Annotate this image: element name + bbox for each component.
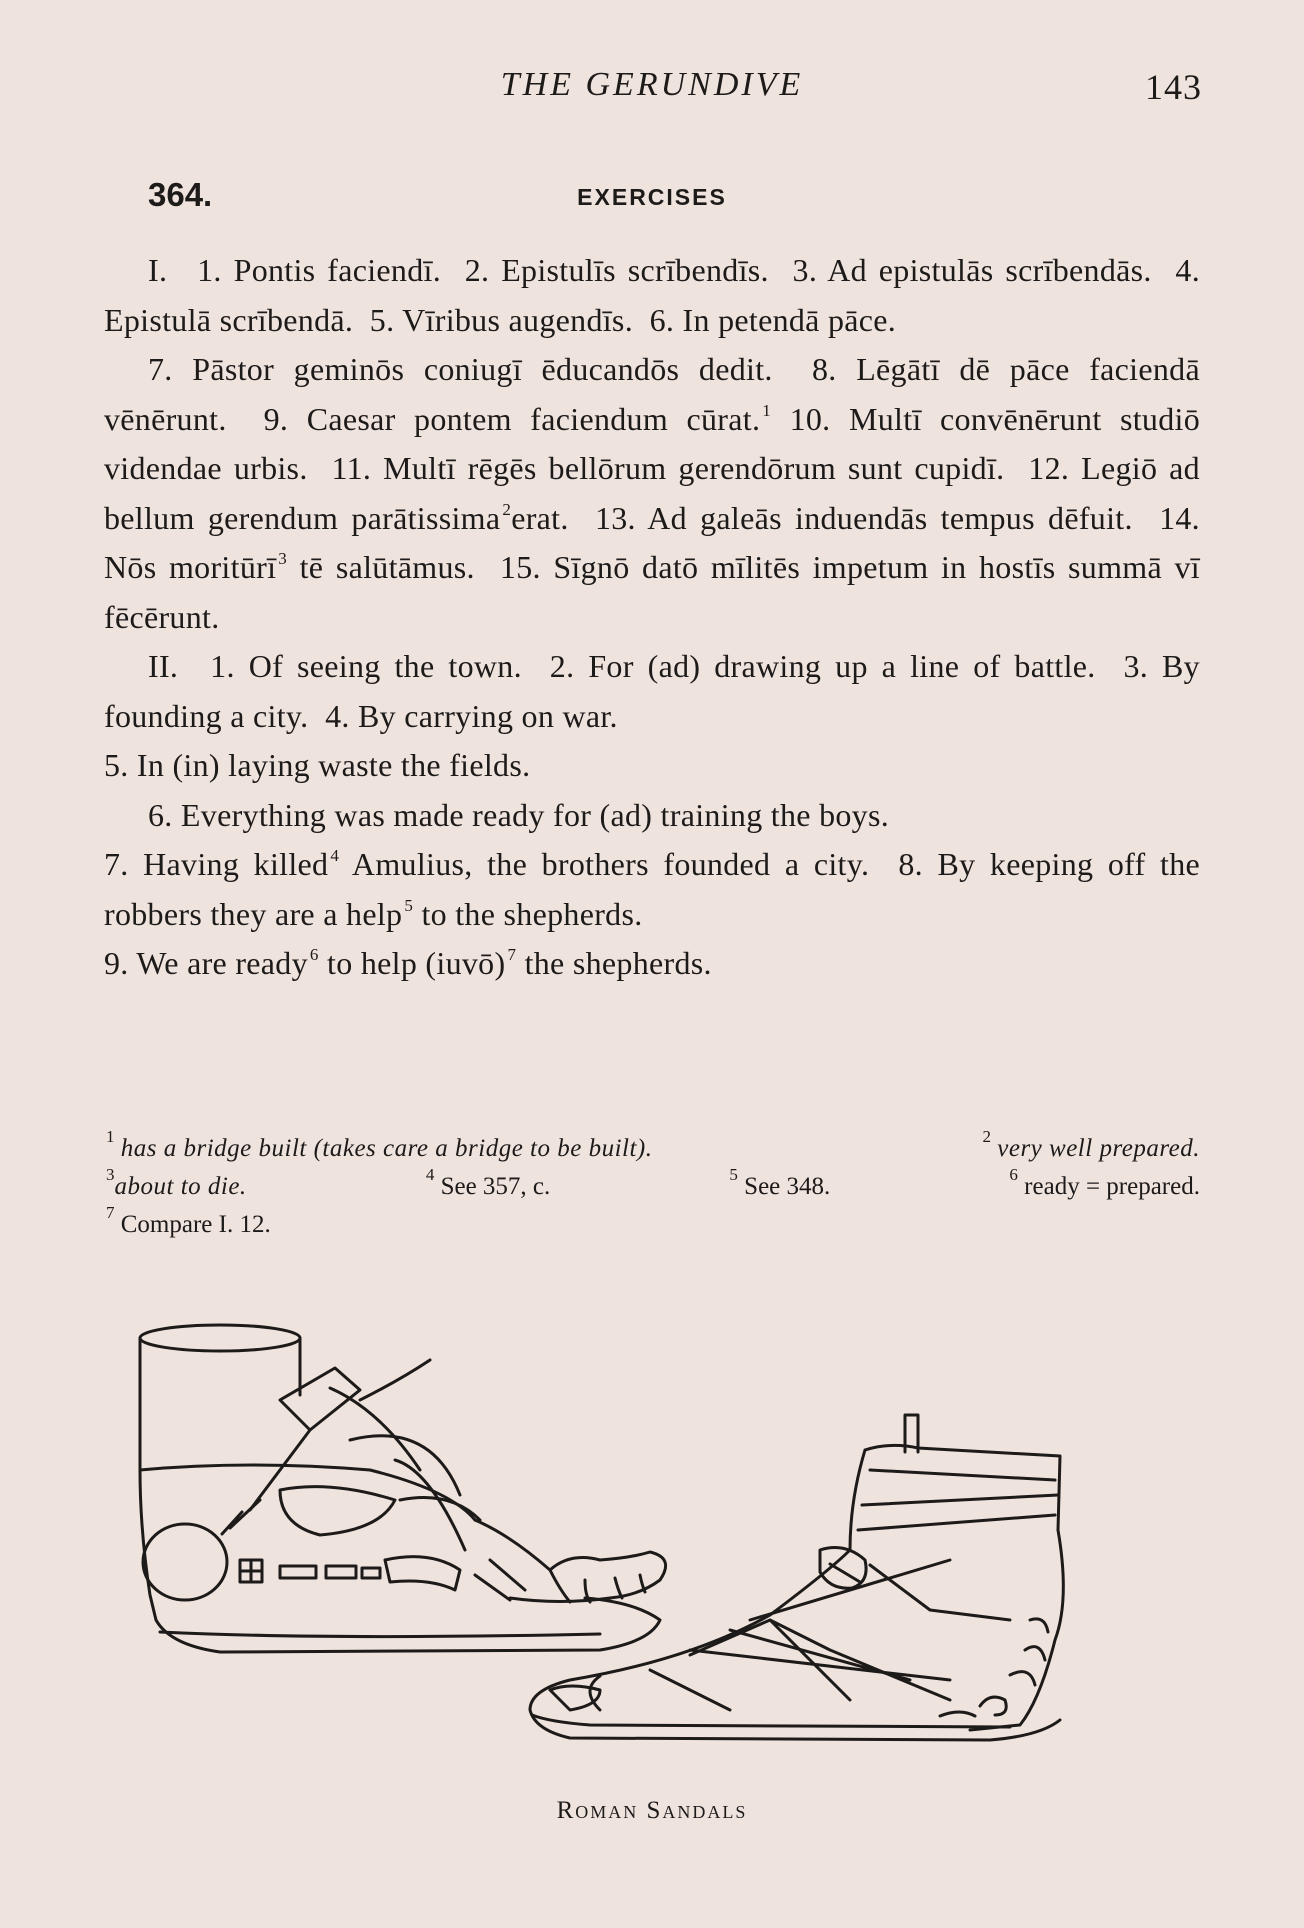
exercise-sentence: Of seeing the town. xyxy=(248,648,522,684)
exercise-number: 11. xyxy=(331,450,372,486)
footnote-mark: 2 xyxy=(982,1127,992,1146)
exercise-sentence: Epistulā scrībendā. xyxy=(104,301,354,338)
exercise-sentence: Amulius, the brothers founded a city. xyxy=(351,846,870,882)
exercise-sentence: By carrying on war. xyxy=(358,697,618,734)
exercise-number: 2. xyxy=(549,648,575,684)
exercise-number: 7. xyxy=(104,846,129,882)
footnote-text: ready = prepared. xyxy=(1024,1173,1200,1200)
left-sandal-drawing xyxy=(140,1325,666,1652)
exercise-number: 8. xyxy=(898,846,923,882)
exercise-number: 4. xyxy=(325,697,350,734)
footnote-text: See 357, c. xyxy=(440,1173,551,1200)
footnotes xyxy=(104,1127,1200,1244)
part-label: I. xyxy=(148,252,168,288)
right-sandal-drawing xyxy=(530,1415,1063,1740)
footnote xyxy=(1007,1165,1200,1206)
footnote xyxy=(424,1165,551,1206)
exercise-sentence: Sīgnō datō mīlitēs impetum in hostīs summā vī fēcērunt. xyxy=(104,549,1200,635)
latin-exercises-continued xyxy=(104,345,1200,642)
exercise-sentence: Nōs moritūrī xyxy=(104,549,277,585)
exercise-sentence: Ad galeās induendās tempus dēfuit. xyxy=(647,499,1133,536)
exercise-sentence: Multī convēnērunt studiō videndae urbis. xyxy=(104,400,1201,486)
exercise-number: 5. xyxy=(369,301,395,338)
footnote-mark: 3 xyxy=(278,549,288,568)
footnote-text: about to die. xyxy=(114,1173,247,1200)
exercise-number: 3. xyxy=(1123,648,1149,684)
exercise-sentence: the shepherds. xyxy=(524,945,712,981)
roman-sandals-illustration xyxy=(130,1320,1170,1790)
exercise-number: 14. xyxy=(1159,499,1200,536)
exercise-number: 1. xyxy=(210,648,235,684)
exercise-number: 6. xyxy=(148,796,173,833)
footnote-mark: 6 xyxy=(1009,1165,1018,1184)
exercise-number: 5. xyxy=(104,747,129,783)
footnote-mark: 2 xyxy=(502,499,512,519)
exercise-number: 3. xyxy=(792,252,818,288)
exercise-number: 1. xyxy=(197,252,222,288)
exercise-sentence: to the shepherds. xyxy=(421,895,643,932)
figure-caption: Roman Sandals xyxy=(556,1797,748,1824)
section-heading: EXERCISES xyxy=(577,184,727,210)
footnote-mark: 7 xyxy=(106,1203,115,1222)
exercise-number: 13. xyxy=(594,499,636,536)
exercise-sentence: In petendā pāce. xyxy=(682,301,897,338)
footnote-mark: 4 xyxy=(425,1165,435,1184)
exercise-sentence: erat. xyxy=(511,499,569,536)
footnote-mark: 5 xyxy=(729,1165,738,1184)
exercise-sentence: In (in) laying waste the fields. xyxy=(136,747,531,783)
footnote xyxy=(104,1165,247,1206)
exercise-sentence: Having killed xyxy=(143,846,329,882)
exercise-number: 12. xyxy=(1028,450,1070,486)
exercise-sentence: Epistulīs scrībendīs. xyxy=(501,252,769,288)
footnote-text: See 348. xyxy=(744,1173,831,1200)
exercise-sentence: By founding a city. xyxy=(104,648,1200,734)
running-title: THE GERUNDIVE xyxy=(500,66,804,103)
footnote-mark: 1 xyxy=(762,400,772,420)
exercise-sentence: tē salūtāmus. xyxy=(299,549,475,585)
exercise-sentence: Lēgātī dē pāce faciendā vēnērunt. xyxy=(104,351,1200,437)
footnote-row xyxy=(104,1165,1200,1206)
exercise-number: 8. xyxy=(811,351,837,387)
exercise-sentence: By keeping off the robbers they are a help xyxy=(104,846,1200,932)
exercise-number: 4. xyxy=(1175,252,1200,288)
exercise-sentence: Everything was made ready for (ad) training the boys. xyxy=(180,796,890,833)
exercise-sentence: For (ad) drawing up a line of battle. xyxy=(588,648,1096,684)
exercise-number: 2. xyxy=(464,252,490,288)
exercise-number: 7. xyxy=(148,351,173,387)
footnote-mark: 4 xyxy=(330,846,340,865)
exercise-number: 6. xyxy=(649,301,675,338)
footnote xyxy=(104,1203,271,1244)
exercise-number: 9. xyxy=(263,400,289,437)
english-exercises-continued xyxy=(104,791,1200,989)
exercise-sentence: Multī rēgēs bellōrum gerendōrum sunt cupidī. xyxy=(383,450,1005,486)
footnote-text: very well prepared. xyxy=(997,1135,1200,1162)
exercise-text xyxy=(104,246,1200,989)
footnote-mark: 3 xyxy=(106,1165,115,1184)
footnote-row xyxy=(104,1127,1200,1168)
exercise-number: 9. xyxy=(104,945,129,981)
footnote-mark: 5 xyxy=(404,895,414,915)
exercise-sentence: Pāstor geminōs coniugī ēducandōs dedit. xyxy=(192,351,773,387)
footnote-text: has a bridge built (takes care a bridge to be built). xyxy=(120,1135,653,1162)
exercise-number: 10. xyxy=(789,400,831,437)
exercise-sentence: Pontis faciendī. xyxy=(233,252,442,288)
footnote xyxy=(104,1127,653,1168)
latin-exercises xyxy=(104,246,1200,345)
exercise-sentence: Caesar pontem faciendum cūrat. xyxy=(306,400,761,437)
part-label: II. xyxy=(148,648,179,684)
footnote-mark: 1 xyxy=(106,1127,115,1146)
exercise-sentence: Ad epistulās scrībendās. xyxy=(827,252,1152,288)
footnote-text: Compare I. 12. xyxy=(120,1211,271,1238)
page-number: 143 xyxy=(1145,67,1202,107)
footnote-row xyxy=(104,1203,1200,1244)
section-number: 364. xyxy=(148,176,213,213)
exercise-number: 15. xyxy=(499,549,541,585)
footnote xyxy=(981,1127,1200,1168)
exercise-sentence: to help (iuvō) xyxy=(327,945,506,981)
exercise-sentence: Vīribus augendīs. xyxy=(402,301,633,338)
exercise-sentence: We are ready xyxy=(136,945,308,981)
exercise-sentence: Legiō ad bellum gerendum parātissima xyxy=(104,450,1200,536)
footnote xyxy=(727,1165,831,1206)
footnote-mark: 7 xyxy=(507,945,517,964)
footnote-mark: 6 xyxy=(309,945,319,964)
english-exercises xyxy=(104,642,1200,791)
